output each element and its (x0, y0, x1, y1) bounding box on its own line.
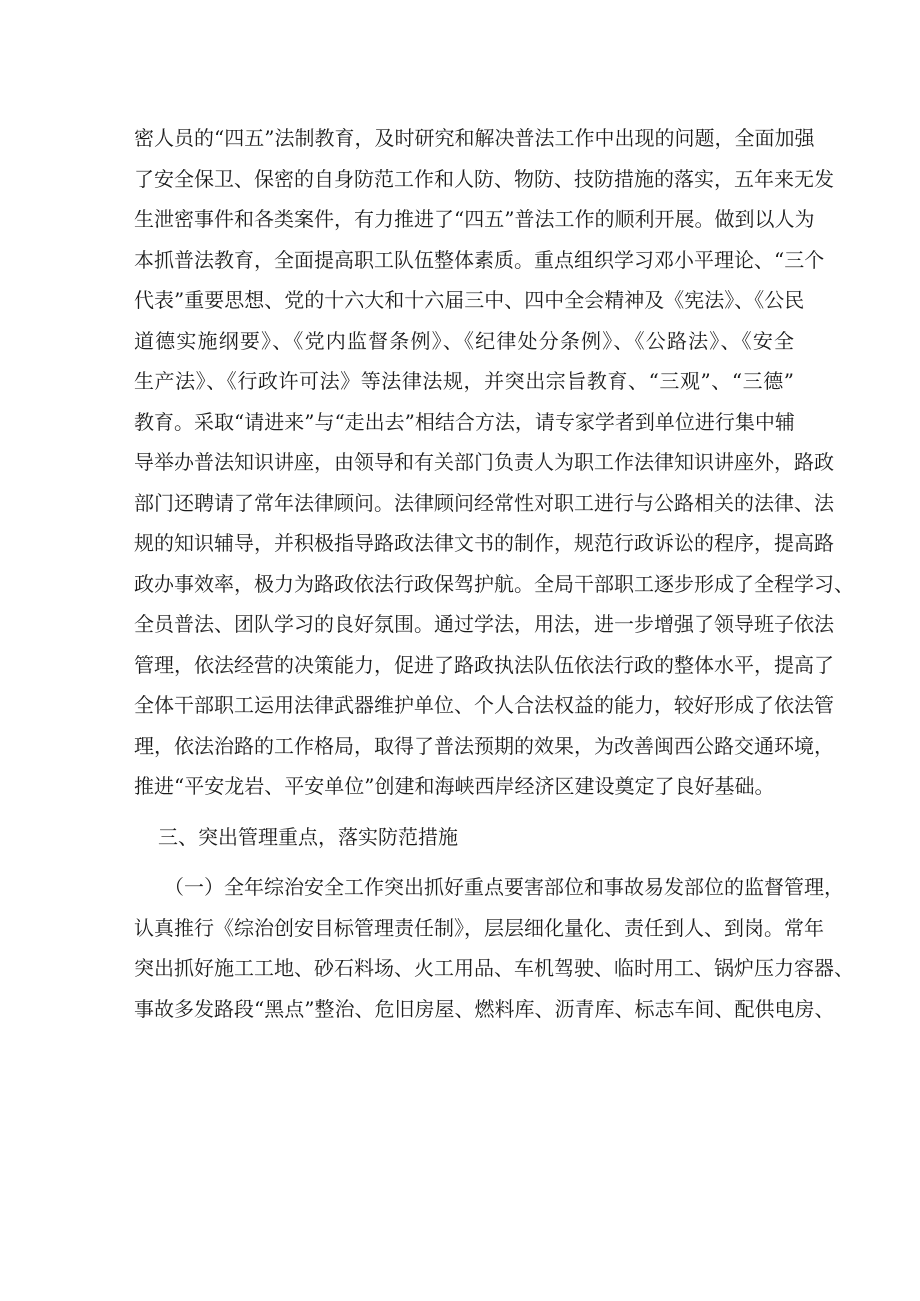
paragraph-2 (134, 867, 854, 1029)
text-line: 推进“平安龙岩、平安单位”创建和海峡西岸经济区建设奠定了良好基础。 (134, 774, 775, 798)
text-line: 部门还聘请了常年法律顾问。法律顾问经常性对职工进行与公路相关的法律、法 (134, 490, 834, 515)
paragraph-1 (134, 118, 854, 807)
text-line: 生产法》、《行政许可法》等法律法规，并突出宗旨教育、“三观”、“三德” (134, 369, 794, 393)
text-line: 全员普法、团队学习的良好氛围。通过学法，用法，进一步增强了领导班子依法 (134, 612, 834, 636)
text-line: 规的知识辅导，并积极指导路政法律文书的制作，规范行政诉讼的程序，提高路 (134, 531, 834, 555)
text-line: 管理，依法经营的决策能力，促进了路政执法队伍依法行政的整体水平，提高了 (134, 652, 834, 677)
text-line: 理，依法治路的工作格局，取得了普法预期的效果，为改善闽西公路交通环境， (134, 733, 834, 758)
text-line: 政办事效率，极力为路政依法行政保驾护航。全局干部职工逐步形成了全程学习、 (134, 571, 854, 596)
text-line: 道德实施纲要》、《党内监督条例》、《纪律处分条例》、《公路法》、《安全 (134, 328, 794, 353)
text-line: 密人员的“四五”法制教育，及时研究和解决普法工作中出现的问题，全面加强 (134, 126, 815, 150)
text-line: 了安全保卫、保密的自身防范工作和人防、物防、技防措施的落实，五年来无发 (134, 166, 834, 191)
text-line: 突出抓好施工工地、砂石料场、火工用品、车机驾驶、临时用工、锅炉压力容器、 (134, 956, 854, 980)
text-line: 全体干部职工运用法律武器维护单位、个人合法权益的能力，较好形成了依法管 (134, 693, 834, 717)
text-line: 生泄密事件和各类案件，有力推进了“四五”普法工作的顺利开展。做到以人为 (134, 207, 815, 231)
document-body (134, 118, 854, 1029)
text-line: 代表”重要思想、党的十六大和十六届三中、四中全会精神及《宪法》、《公民 (134, 288, 805, 312)
text-line: 认真推行《综治创安目标管理责任制》，层层细化量化、责任到人、到岗。常年 (134, 915, 824, 940)
text-line: （一）全年综治安全工作突出抓好重点要害部位和事故易发部位的监督管理， (164, 875, 844, 899)
paragraph-gap (134, 807, 794, 817)
text-line: 教育。采取“请进来”与“走出去”相结合方法，请专家学者到单位进行集中辅 (134, 409, 795, 434)
text-line: 导举办普法知识讲座，由领导和有关部门负责人为职工作法律知识讲座外，路政 (134, 450, 834, 474)
text-line: 本抓普法教育，全面提高职工队伍整体素质。重点组织学习邓小平理论、“三个 (134, 247, 825, 272)
paragraph-gap (134, 857, 794, 867)
text-line: 事故多发路段“黑点”整治、危旧房屋、燃料库、沥青库、标志车间、配供电房、 (134, 996, 835, 1021)
section-heading-3: 三、突出管理重点，落实防范措施 (158, 824, 458, 849)
